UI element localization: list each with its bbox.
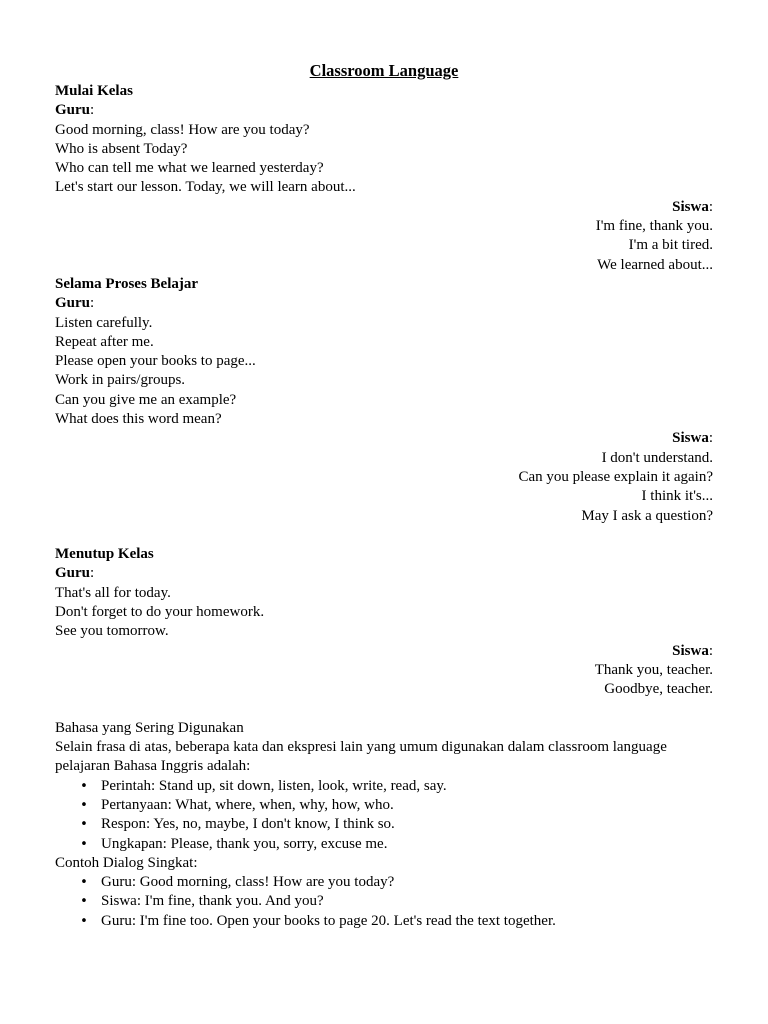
student-line: I'm a bit tired. bbox=[628, 237, 713, 254]
bullet-icon: • bbox=[80, 836, 88, 852]
section-menutup-kelas bbox=[55, 545, 713, 699]
student-line: Thank you, teacher. bbox=[594, 661, 713, 678]
list-item: • Pertanyaan: What, where, when, why, how, who. bbox=[77, 796, 713, 815]
student-line: We learned about... bbox=[597, 256, 713, 273]
dialog-list bbox=[55, 873, 713, 931]
bullet-icon: • bbox=[80, 817, 88, 833]
teacher-line: What does this word mean? bbox=[55, 411, 222, 428]
teacher-label: Guru: bbox=[55, 565, 95, 582]
teacher-line: Can you give me an example? bbox=[55, 391, 237, 408]
list-item: • Respon: Yes, no, maybe, I don't know, I think so. bbox=[77, 815, 713, 834]
section-selama-proses-belajar bbox=[55, 275, 713, 526]
teacher-label: Guru: bbox=[55, 102, 95, 119]
bullet-icon: • bbox=[80, 913, 88, 929]
section-heading: Selama Proses Belajar bbox=[55, 275, 199, 292]
section-common-language bbox=[55, 719, 713, 854]
list-item: • Perintah: Stand up, sit down, listen, look, write, read, say. bbox=[77, 777, 713, 796]
blank-line bbox=[55, 700, 713, 719]
list-item: • Guru: Good morning, class! How are you today? bbox=[77, 873, 713, 892]
student-line: Can you please explain it again? bbox=[518, 468, 713, 485]
teacher-line: See you tomorrow. bbox=[55, 623, 169, 640]
section-heading: Mulai Kelas bbox=[55, 83, 133, 99]
list-item: • Ungkapan: Please, thank you, sorry, excuse me. bbox=[77, 835, 713, 854]
student-line: Goodbye, teacher. bbox=[604, 681, 713, 698]
list-item: • Siswa: I'm fine, thank you. And you? bbox=[77, 892, 713, 911]
teacher-line: Repeat after me. bbox=[55, 333, 154, 350]
teacher-line: Don't forget to do your homework. bbox=[55, 604, 265, 621]
dialog-heading: Contoh Dialog Singkat: bbox=[55, 854, 198, 871]
bullet-icon: • bbox=[80, 875, 88, 891]
student-line: I think it's... bbox=[641, 488, 713, 505]
teacher-line: Who can tell me what we learned yesterday? bbox=[55, 160, 324, 177]
blank-line bbox=[55, 526, 713, 545]
teacher-line: Who is absent Today? bbox=[55, 140, 188, 157]
teacher-label: Guru: bbox=[55, 295, 95, 312]
document-title: Classroom Language bbox=[309, 61, 459, 80]
bullet-icon: • bbox=[80, 778, 88, 794]
common-heading: Bahasa yang Sering Digunakan bbox=[55, 719, 244, 736]
teacher-line: Listen carefully. bbox=[55, 314, 153, 331]
section-heading: Menutup Kelas bbox=[55, 546, 154, 563]
section-dialog bbox=[55, 854, 713, 931]
teacher-line: That's all for today. bbox=[55, 584, 171, 601]
student-line: I'm fine, thank you. bbox=[595, 218, 713, 235]
teacher-line: Work in pairs/groups. bbox=[55, 372, 186, 389]
common-intro: Selain frasa di atas, beberapa kata dan ekspresi lain yang umum digunakan dalam classroom language pelajaran Bahasa Inggris adalah: bbox=[55, 739, 667, 775]
teacher-line: Good morning, class! How are you today? bbox=[55, 121, 310, 138]
bullet-icon: • bbox=[80, 894, 88, 910]
bullet-icon: • bbox=[80, 797, 88, 813]
student-label: Siswa: bbox=[672, 642, 713, 659]
teacher-line: Let's start our lesson. Today, we will learn about... bbox=[55, 179, 356, 196]
student-label: Siswa: bbox=[672, 430, 713, 447]
common-list bbox=[55, 777, 713, 854]
student-label: Siswa: bbox=[672, 198, 713, 215]
teacher-line: Please open your books to page... bbox=[55, 353, 256, 370]
student-line: May I ask a question? bbox=[581, 507, 713, 524]
student-line: I don't understand. bbox=[601, 449, 713, 466]
list-item: • Guru: I'm fine too. Open your books to page 20. Let's read the text together. bbox=[77, 912, 713, 931]
section-mulai-kelas bbox=[55, 82, 713, 275]
